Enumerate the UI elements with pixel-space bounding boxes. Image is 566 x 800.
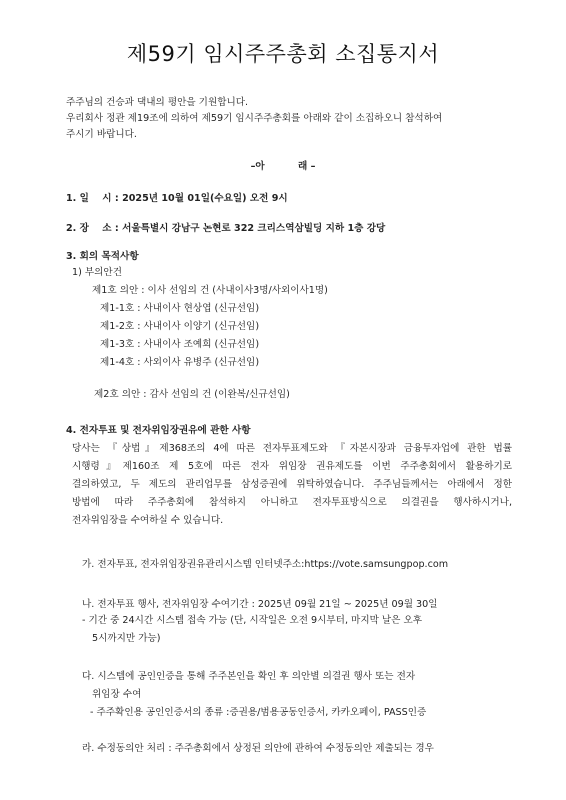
evoting-body-4: 방법에 따라 주주총회에 참석하지 아니하고 전자투표방식으로 의결권을 행사하시거나,: [72, 497, 512, 508]
agenda-1-2: 제1-2호 : 사내이사 이양기 (신규선임): [100, 321, 260, 332]
evoting-body-5: 전자위임장을 수여하실 수 있습니다.: [72, 515, 224, 526]
evoting-item-da-1: 다. 시스템에 공인인증을 통해 주주본인을 확인 후 의안별 의결권 행사 또는 전자: [82, 671, 416, 682]
evoting-body-1: 당사는 『상법』제368조의 4에 따른 전자투표제도와 『자본시장과 금융투자업에 관한 법률: [72, 443, 512, 454]
below-heading: –아 래 –: [250, 161, 316, 172]
document-title: 제59기 임시주주총회 소집통지서: [126, 42, 440, 66]
agenda-1-1: 제1-1호 : 사내이사 현상엽 (신규선임): [100, 303, 260, 314]
agenda-1: 제1호 의안 : 이사 선임의 건 (사내이사3명/사외이사1명): [92, 285, 328, 296]
evoting-item-na: 나. 전자투표 행사, 전자위임장 수여기간 : 2025년 09월 21일 ~ 2025년 09월 30일: [82, 599, 438, 610]
evoting-item-da-sub: - 주주확인용 공인인증서의 종류 :증권용/범용공동인증서, 카카오페이, PASS인증: [90, 707, 427, 718]
evoting-item-ra: 라. 수정동의안 처리 : 주주총회에서 상정된 의안에 관하여 수정동의안 제출되는 경우: [82, 743, 434, 754]
evoting-item-na-sub1: - 기간 중 24시간 시스템 접속 가능 (단, 시작일은 오전 9시부터, 마지막 날은 오후: [82, 615, 423, 626]
agenda-1-4: 제1-4호 : 사외이사 유병주 (신규선임): [100, 357, 260, 368]
agenda-2: 제2호 의안 : 감사 선임의 건 (이완복/신규선임): [94, 389, 290, 400]
evoting-body-2: 시행령』제160조 제 5호에 따른 전자 위임장 권유제도를 이번 주주총회에서 활용하기로: [72, 461, 512, 472]
evoting-item-da-2: 위임장 수여: [92, 689, 142, 700]
meeting-place: 2. 장 소 : 서울특별시 강남구 논현로 322 크리스역삼빌딩 지하 1층 강당: [66, 223, 386, 234]
agenda-subheading: 1) 부의안건: [72, 267, 122, 278]
agenda-heading: 3. 회의 목적사항: [66, 251, 139, 262]
evoting-heading: 4. 전자투표 및 전자위임장권유에 관한 사항: [66, 425, 251, 436]
evoting-body-3: 결의하였고, 두 제도의 관리업무를 삼성증권에 위탁하였습니다. 주주님들께서는 아래에서 정한: [72, 479, 512, 490]
agenda-1-3: 제1-3호 : 사내이사 조예희 (신규선임): [100, 339, 260, 350]
intro-line-3: 주시기 바랍니다.: [66, 129, 137, 140]
meeting-datetime: 1. 일 시 : 2025년 10월 01일(수요일) 오전 9시: [66, 193, 288, 204]
evoting-item-ga: 가. 전자투표, 전자위임장권유관리시스템 인터넷주소:https://vote.samsungpop.com: [82, 559, 449, 570]
intro-line-1: 주주님의 건승과 댁내의 평안을 기원합니다.: [66, 97, 249, 108]
evoting-item-na-sub2: 5시까지만 가능): [92, 633, 161, 644]
intro-line-2: 우리회사 정관 제19조에 의하여 제59기 임시주주총회를 아래와 같이 소집하오니 참석하여: [66, 113, 443, 124]
